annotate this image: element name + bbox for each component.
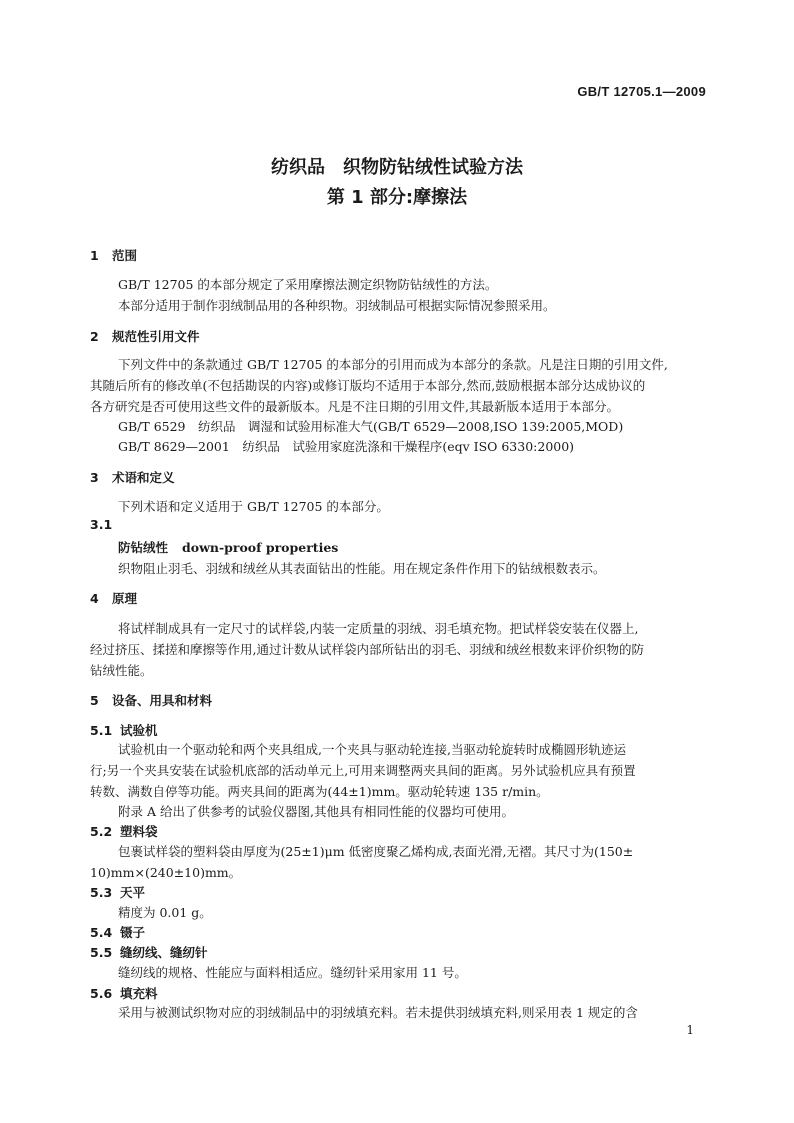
term-definition: 织物阻止羽毛、羽绒和绒丝从其表面钻出的性能。用在规定条件作用下的钻绒根数表示。 (118, 561, 606, 576)
section-3-heading (90, 468, 175, 486)
paragraph: GB/T 12705 的本部分规定了采用摩擦法测定织物防钻绒性的方法。 (118, 277, 498, 292)
section-title: 规范性引用文件 (112, 329, 200, 344)
paragraph-line: 10)mm×(240±10)mm。 (90, 865, 242, 880)
subsection-title: 天平 (120, 885, 146, 900)
subsection-number: 5.2 (90, 824, 113, 839)
paragraph-line: 采用与被测试织物对应的羽绒制品中的羽绒填充料。若未提供羽绒填充料,则采用表 1 规定的含 (118, 1005, 638, 1020)
subsection-5-1-heading (90, 721, 158, 739)
section-2-heading (90, 327, 200, 345)
subsection-title: 试验机 (120, 723, 158, 738)
paragraph-line: 各方研究是否可使用这些文件的最新版本。凡是不注日期的引用文件,其最新版本适用于本部分。 (90, 399, 619, 414)
subsection-title: 镊子 (120, 925, 146, 940)
reference-item: GB/T 8629—2001 纺织品 试验用家庭洗涤和干燥程序(eqv ISO 6330:2000) (118, 439, 575, 454)
section-5-heading (90, 691, 212, 709)
term-chinese: 防钻绒性 (118, 540, 169, 555)
paragraph-line: 其随后所有的修改单(不包括勘误的内容)或修订版均不适用于本部分,然而,鼓励根据本部分达成协议的 (90, 378, 646, 393)
paragraph: 本部分适用于制作羽绒制品用的各种织物。羽绒制品可根据实际情况参照采用。 (118, 298, 556, 313)
standard-code: GB/T 12705.1—2009 (577, 84, 706, 99)
subsection-number: 5.5 (90, 945, 113, 960)
term-english: down-proof properties (182, 540, 339, 555)
document-subtitle: 第 1 部分:摩擦法 (326, 187, 468, 208)
subsection-title: 塑料袋 (120, 824, 158, 839)
subsection-number: 5.4 (90, 925, 113, 940)
subsection-5-3-heading (90, 883, 145, 901)
paragraph-line: 下列文件中的条款通过 GB/T 12705 的本部分的引用而成为本部分的条款。凡是注日期的引用文件, (118, 357, 668, 372)
subsection-5-6-heading (90, 984, 158, 1002)
subsection-number: 3.1 (90, 517, 113, 532)
paragraph-line: 缝纫线的规格、性能应与面料相适应。缝纫针采用家用 11 号。 (118, 965, 467, 980)
subsection-title: 填充料 (120, 986, 158, 1001)
subsection-title: 缝纫线、缝纫针 (120, 945, 208, 960)
subsection-5-5-heading (90, 943, 208, 961)
paragraph-line: 转数、满数自停等功能。两夹具间的距离为(44±1)mm。驱动轮转速 135 r/min。 (90, 784, 549, 799)
paragraph-line: 附录 A 给出了供参考的试验仪器图,其他具有相同性能的仪器均可使用。 (118, 804, 514, 819)
paragraph-line: 将试样制成具有一定尺寸的试样袋,内装一定质量的羽绒、羽毛填充物。把试样袋安装在仪器上, (118, 621, 639, 636)
section-4-heading (90, 589, 137, 607)
section-title: 术语和定义 (112, 470, 175, 485)
reference-item: GB/T 6529 纺织品 调湿和试验用标准大气(GB/T 6529—2008,ISO 139:2005,MOD) (118, 419, 624, 434)
section-1-heading (90, 246, 137, 264)
document-title: 纺织品 织物防钻绒性试验方法 (271, 157, 523, 178)
paragraph-line: 精度为 0.01 g。 (118, 905, 212, 920)
term-entry (118, 538, 338, 556)
paragraph-line: 经过挤压、揉搓和摩擦等作用,通过计数从试样袋内部所钻出的羽毛、羽绒和绒丝根数来评价织物的防 (90, 642, 644, 657)
section-title: 设备、用具和材料 (112, 693, 213, 708)
paragraph-line: 行;另一个夹具安装在试验机底部的活动单元上,可用来调整两夹具间的距离。另外试验机应具有预置 (90, 763, 636, 778)
subsection-number: 5.6 (90, 986, 113, 1001)
subsection-5-4-heading (90, 923, 145, 941)
section-number: 2 (90, 329, 99, 344)
section-number: 4 (90, 591, 99, 606)
subsection-5-2-heading (90, 822, 158, 840)
page-number: 1 (686, 1023, 694, 1037)
paragraph-line: 钻绒性能。 (90, 663, 153, 678)
section-number: 5 (90, 693, 99, 708)
subsection-number: 5.3 (90, 885, 113, 900)
section-number: 3 (90, 470, 99, 485)
paragraph: 下列术语和定义适用于 GB/T 12705 的本部分。 (118, 499, 389, 514)
section-number: 1 (90, 248, 99, 263)
section-title: 范围 (112, 248, 138, 263)
paragraph-line: 试验机由一个驱动轮和两个夹具组成,一个夹具与驱动轮连接,当驱动轮旋转时成椭圆形轨迹运 (118, 742, 626, 757)
paragraph-line: 包裹试样袋的塑料袋由厚度为(25±1)μm 低密度聚乙烯构成,表面光滑,无褶。其尺寸为(150± (118, 844, 634, 859)
subsection-number: 5.1 (90, 723, 113, 738)
section-title: 原理 (112, 591, 138, 606)
